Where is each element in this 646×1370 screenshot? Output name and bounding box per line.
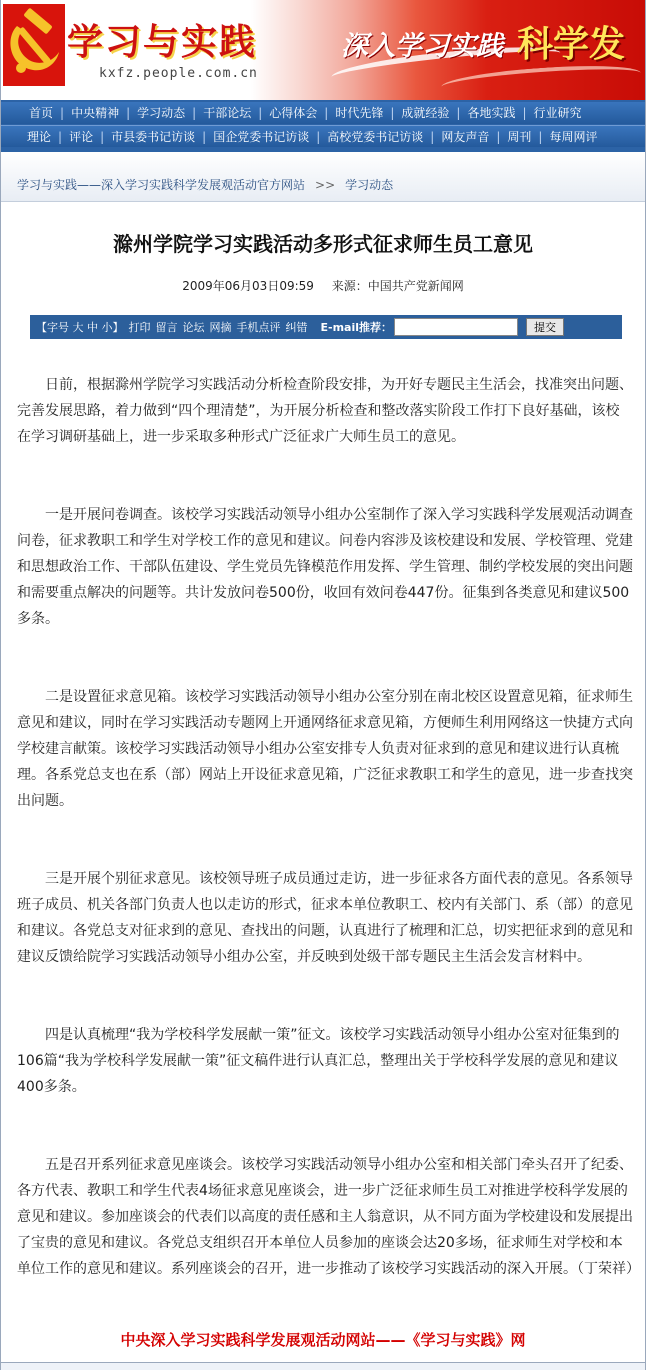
nav-separator: | (496, 129, 501, 144)
nav-item-row2-5[interactable]: 网友声音 (441, 129, 490, 144)
nav-item-row1-2[interactable]: 学习动态 (137, 106, 186, 120)
nav-item-row2-4[interactable]: 高校党委书记访谈 (327, 129, 424, 144)
article-meta (1, 277, 645, 294)
nav-item-row1-8[interactable]: 行业研究 (533, 106, 582, 120)
nav-item-row1-0[interactable]: 首页 (29, 106, 54, 120)
site-logo[interactable]: 学习与实践 (67, 21, 258, 63)
site-domain: kxfz.people.com.cn (99, 66, 258, 81)
article-paragraph: 日前，根据滁州学院学习实践活动分析检查阶段安排，为开好专题民主生活会，找准突出问题、完善发展思路，着力做到“四个理清楚”，为开展分析检查和整改落实阶段工作打下良好基础，该校在学习调研基础上，进一步采取多种形式广泛征求广大师生员工的意见。 (17, 377, 633, 445)
nav-separator: | (430, 129, 435, 144)
toolbar-print[interactable]: 打印 (128, 321, 151, 334)
toolbar-report-error[interactable]: 纠错 (285, 321, 308, 334)
nav-item-row1-1[interactable]: 中央精神 (71, 106, 120, 120)
article-source: 中国共产党新闻网 (367, 279, 464, 293)
nav-item-row1-4[interactable]: 心得体会 (269, 106, 318, 120)
nav-item-row1-5[interactable]: 时代先锋 (335, 106, 384, 120)
nav-separator: | (316, 129, 321, 144)
nav-item-row2-2[interactable]: 市县委书记访谈 (111, 129, 196, 144)
email-recommend-label: E-mail推荐： (320, 321, 393, 334)
nav-separator: | (100, 129, 105, 144)
toolbar-bookmark[interactable]: 网摘 (209, 321, 232, 334)
nav-item-row2-0[interactable]: 理论 (27, 129, 52, 144)
toolbar-comment[interactable]: 留言 (155, 321, 178, 334)
email-input[interactable] (394, 318, 518, 336)
article-paragraph: 三是开展个别征求意见。该校领导班子成员通过走访，进一步征求各方面代表的意见。各系领导班子成员、机关各部门负责人也以走访的形式，征求本单位教职工、校内有关部门、系（部）的意见和建议。各党总支对征求到的意见、查找出的问题，认真进行了梳理和汇总，切实把征求到的意见和建议反馈给院学习实践活动领导小组办公室，并反映到处级干部专题民主生活会发言材料中。 (17, 871, 633, 965)
hammer-sickle-icon (3, 4, 65, 86)
article-title: 滁州学院学习实践活动多形式征求师生员工意见 (113, 232, 533, 256)
font-size-control[interactable]: 【字号 大 中 小】 (36, 321, 124, 334)
banner-slogan-large: 科学发 (517, 23, 626, 65)
article-source-label: 来源： (331, 279, 368, 293)
nav-item-row2-1[interactable]: 评论 (69, 129, 94, 144)
breadcrumb (1, 152, 645, 202)
nav-separator: | (324, 106, 329, 120)
article-toolbar (30, 315, 622, 339)
article-body (17, 372, 640, 1282)
site-footer-link[interactable]: 中央深入学习实践科学发展观活动网站——《学习与实践》网 (120, 1331, 526, 1349)
breadcrumb-home-link[interactable]: 学习与实践——深入学习实践科学发展观活动官方网站 (17, 178, 306, 192)
article-paragraph: 二是设置征求意见箱。该校学习实践活动领导小组办公室分别在南北校区设置意见箱，征求师生意见和建议，同时在学习实践活动专题网上开通网络征求意见箱，方便师生利用网络这一快捷方式向学校建言献策。该校学习实践活动领导小组办公室安排专人负责对征求到的意见和建议进行认真梳理。各系党总支也在系（部）网站上开设征求意见箱，广泛征求教职工和学生的意见，进一步查找突出问题。 (17, 689, 633, 809)
article-paragraph: 五是召开系列征求意见座谈会。该校学习实践活动领导小组办公室和相关部门牵头召开了纪委、各方代表、教职工和学生代表4场征求意见座谈会，进一步广泛征求师生员工对推进学校科学发展的意见和建议。参加座谈会的代表们以高度的责任感和主人翁意识，从不同方面为学校建设和发展提出了宝贵的意见和建议。各党总支组织召开本单位人员参加的座谈会达20多场，征求师生对学校和本单位工作的意见和建议。系列座谈会的召开，进一步推动了该校学习实践活动的深入开展。（丁荣祥） (17, 1157, 640, 1277)
nav-row-primary (1, 102, 645, 124)
nav-separator: | (126, 106, 131, 120)
site-banner (1, 0, 645, 100)
page-bottom-border (1, 1362, 645, 1370)
article-paragraph: 四是认真梳理“我为学校科学发展献一策”征文。该校学习实践活动领导小组办公室对征集到的106篇“我为学校科学发展献一策”征文稿件进行认真汇总，整理出关于学校科学发展的意见和建议400多条。 (17, 1027, 620, 1095)
nav-separator: | (202, 129, 207, 144)
submit-button[interactable]: 提交 (526, 318, 564, 336)
nav-separator: | (258, 106, 263, 120)
article-paragraph: 一是开展问卷调查。该校学习实践活动领导小组办公室制作了深入学习实践科学发展观活动调查问卷，征求教职工和学生对学校工作的意见和建议。问卷内容涉及该校建设和发展、学校管理、党建和思想政治工作、干部队伍建设、学生党员先锋模范作用发挥、学生管理、制约学校发展的突出问题和需要重点解决的问题等。共计发放问卷500份，收回有效问卷447份。征集到各类意见和建议500多条。 (17, 507, 633, 627)
nav-item-row1-6[interactable]: 成就经验 (401, 106, 450, 120)
nav-separator: | (58, 129, 63, 144)
nav-separator: | (390, 106, 395, 120)
banner-slogan: 深入学习实践 (341, 31, 503, 62)
nav-item-row2-3[interactable]: 国企党委书记访谈 (213, 129, 310, 144)
nav-item-row1-7[interactable]: 各地实践 (467, 106, 516, 120)
nav-separator: | (456, 106, 461, 120)
toolbar-mobile-comment[interactable]: 手机点评 (236, 321, 281, 334)
nav-separator: | (60, 106, 65, 120)
nav-separator: | (538, 129, 543, 144)
nav-item-row2-6[interactable]: 周刊 (507, 129, 532, 144)
breadcrumb-current-link[interactable]: 学习动态 (345, 178, 394, 192)
nav-separator: | (522, 106, 527, 120)
nav-row-secondary (1, 125, 645, 147)
toolbar-forum[interactable]: 论坛 (182, 321, 205, 334)
nav-item-row2-7[interactable]: 每周网评 (549, 129, 598, 144)
main-navigation (1, 100, 645, 152)
nav-separator: | (192, 106, 197, 120)
nav-item-row1-3[interactable]: 干部论坛 (203, 106, 252, 120)
breadcrumb-separator: >> (315, 178, 336, 192)
article-date: 2009年06月03日09:59 (182, 279, 314, 293)
